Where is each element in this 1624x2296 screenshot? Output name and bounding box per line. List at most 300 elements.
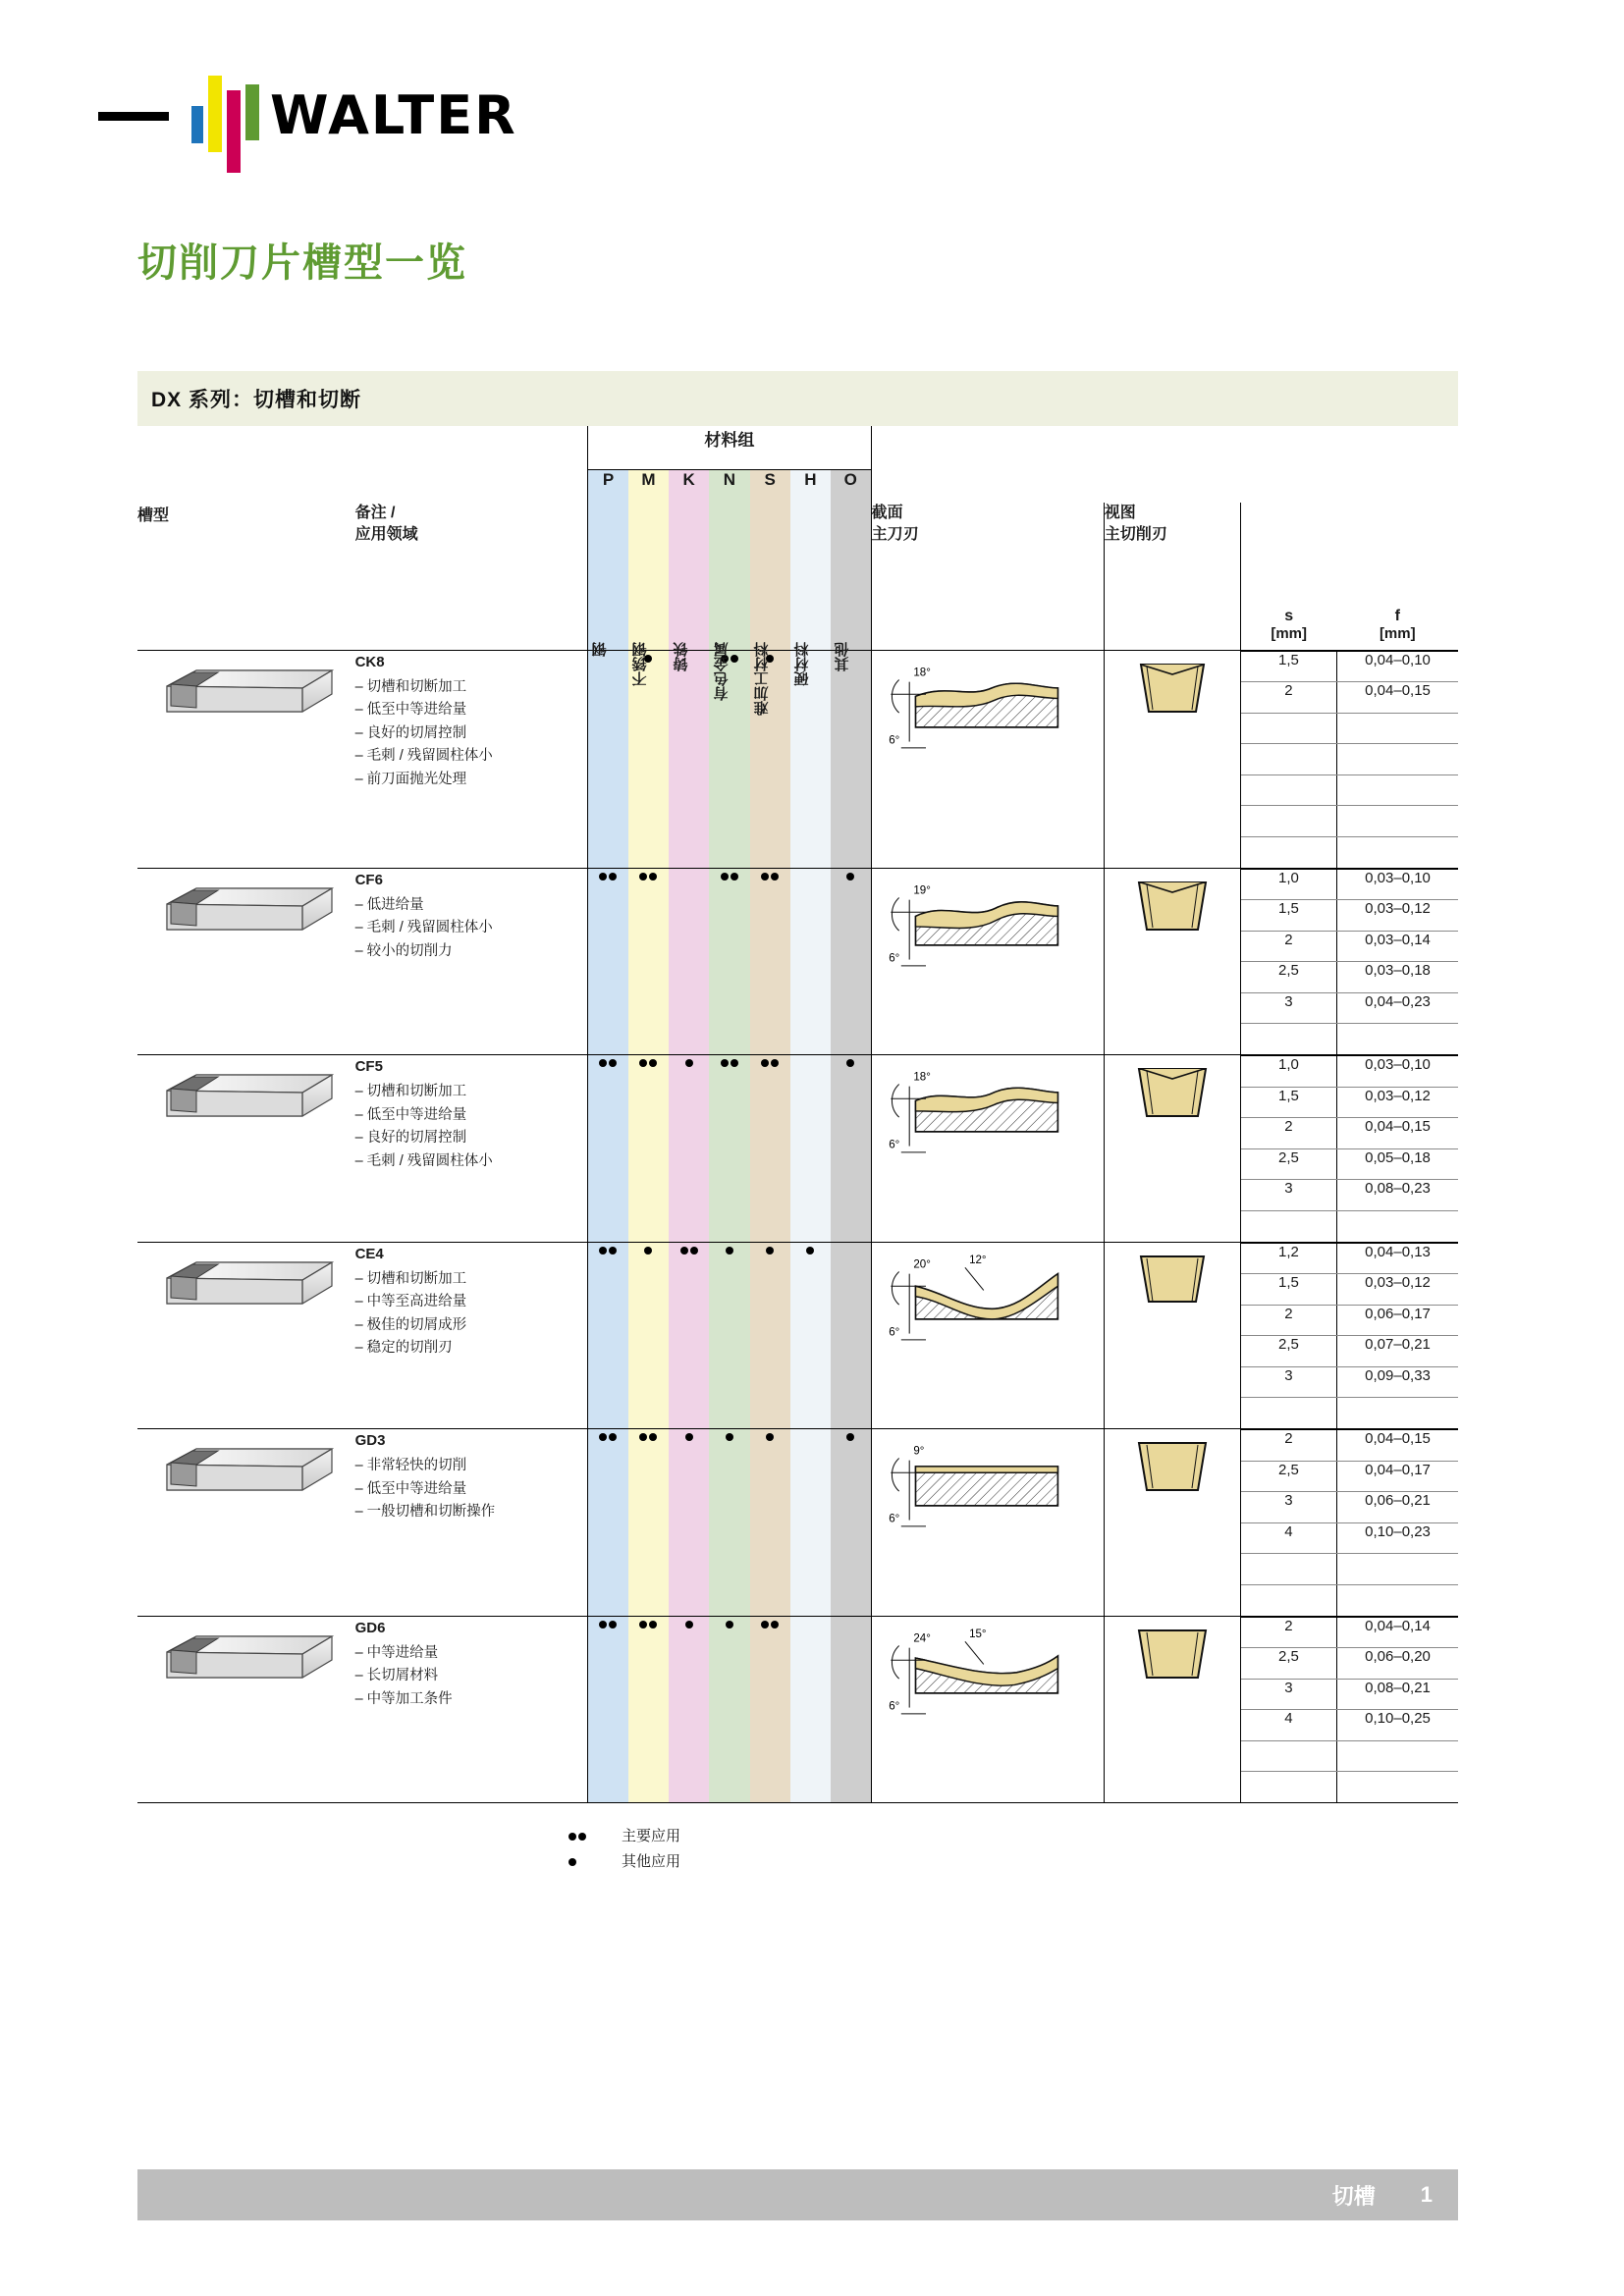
insert-image-cell [137, 1429, 355, 1617]
view-header-col [1104, 503, 1240, 650]
matcol-label-P [588, 503, 628, 657]
application-dot [771, 1059, 779, 1067]
sf-row [1241, 682, 1458, 714]
f-value [1337, 806, 1458, 837]
cross-section-cell [871, 650, 1104, 868]
application-dot [771, 873, 779, 881]
sf-row [1241, 1679, 1458, 1710]
f-value [1337, 1398, 1458, 1429]
material-dot-cell-S [750, 1616, 790, 1803]
legend-item [568, 1849, 680, 1875]
front-view-cell [1104, 1616, 1240, 1803]
groove-code: GD6 [354, 1619, 386, 1636]
angle-clearance-label: 6° [888, 1700, 899, 1713]
list-item: – 极佳的切屑成形 [355, 1314, 588, 1337]
f-value [1337, 1584, 1458, 1616]
f-value: 0,03–0,10 [1337, 869, 1458, 900]
sf-values-cell [1240, 868, 1458, 1055]
s-value: 3 [1241, 992, 1337, 1024]
s-value: 1,0 [1241, 869, 1337, 900]
matcol-label-O [831, 503, 871, 671]
material-dot-cell-O [831, 1055, 871, 1243]
application-dot [766, 1247, 774, 1255]
angle-rake-label: 18° [913, 666, 931, 678]
sf-row [1241, 1180, 1458, 1211]
application-dot [599, 1621, 607, 1629]
sf-table [1241, 1055, 1458, 1242]
sf-row [1241, 1740, 1458, 1772]
list-item: – 中等至高进给量 [355, 1291, 588, 1313]
groove-code: GD3 [354, 1432, 386, 1449]
application-dot [609, 1621, 617, 1629]
sf-row [1241, 1398, 1458, 1429]
f-value: 0,03–0,12 [1337, 1087, 1458, 1118]
application-dot [721, 873, 729, 881]
notes-cell [355, 1616, 588, 1803]
material-dot-cell-H [790, 1242, 831, 1429]
material-dot-cell-N [709, 868, 749, 1055]
matcol-letter-P: P [588, 469, 628, 503]
list-item: – 切槽和切断加工 [355, 1268, 588, 1291]
sf-values-cell [1240, 1616, 1458, 1803]
sf-row [1241, 1554, 1458, 1585]
f-value: 0,06–0,21 [1337, 1492, 1458, 1523]
front-view-diagram [1123, 1429, 1221, 1506]
f-unit: [mm] [1379, 624, 1416, 642]
material-dot-cell-N [709, 1242, 749, 1429]
application-dot [685, 1059, 693, 1067]
material-dot-cell-M [628, 1242, 669, 1429]
insert-image-cell [137, 1055, 355, 1243]
f-value [1337, 774, 1458, 806]
groove-code: CF6 [354, 871, 383, 888]
sf-row [1241, 836, 1458, 868]
cross-section-diagram [885, 1055, 1091, 1173]
cross-section-cell [871, 1616, 1104, 1803]
section-col-line2: 主刀刃 [871, 525, 919, 543]
list-item: – 低至中等进给量 [355, 699, 588, 721]
sf-row [1241, 900, 1458, 932]
cross-section-diagram [885, 651, 1091, 769]
application-dot [685, 1433, 693, 1441]
material-dot-cell-N [709, 1055, 749, 1243]
groove-code: CK8 [354, 653, 385, 670]
s-value [1241, 1398, 1337, 1429]
application-dot [568, 1858, 576, 1866]
f-value: 0,04–0,10 [1337, 651, 1458, 682]
table-header-letters-row [137, 469, 1458, 503]
sf-row [1241, 1430, 1458, 1462]
f-value: 0,08–0,21 [1337, 1679, 1458, 1710]
application-dot [609, 1433, 617, 1441]
cross-section-cell [871, 1242, 1104, 1429]
material-dot-cell-P [588, 1616, 628, 1803]
material-dot-cell-N [709, 1616, 749, 1803]
application-dot [690, 1247, 698, 1255]
sf-row [1241, 806, 1458, 837]
front-view-diagram [1123, 869, 1221, 945]
sf-row [1241, 1710, 1458, 1741]
notes-list [355, 1268, 588, 1361]
material-dot-cell-S [750, 1242, 790, 1429]
sf-row [1241, 1336, 1458, 1367]
sf-table [1241, 651, 1458, 868]
list-item: – 切槽和切断加工 [355, 676, 588, 699]
s-value: 2 [1241, 1118, 1337, 1149]
sf-row [1241, 1522, 1458, 1554]
s-value: 1,5 [1241, 651, 1337, 682]
material-dot-cell-O [831, 650, 871, 868]
s-value: 2 [1241, 931, 1337, 962]
application-dot [599, 1433, 607, 1441]
f-value: 0,04–0,13 [1337, 1243, 1458, 1274]
application-dot [771, 1621, 779, 1629]
s-value [1241, 713, 1337, 744]
application-dot [680, 1247, 688, 1255]
cross-section-cell [871, 868, 1104, 1055]
matcol-label-H-text: 硬材料 [793, 641, 811, 686]
matcol-letter-H: H [790, 469, 831, 503]
sf-row [1241, 1118, 1458, 1149]
list-item: – 毛刺 / 残留圆柱体小 [355, 917, 588, 939]
s-value: 1,5 [1241, 900, 1337, 932]
cross-section-cell [871, 1055, 1104, 1243]
sf-row [1241, 1274, 1458, 1306]
f-value: 0,07–0,21 [1337, 1336, 1458, 1367]
logo-bar-green [245, 84, 259, 140]
notes-header-line1: 备注 / [354, 505, 396, 521]
material-group-header: 材料组 [588, 426, 872, 469]
matcol-label-M-text: 不锈钢 [631, 641, 649, 686]
material-dot-cell-S [750, 1429, 790, 1617]
s-value: 3 [1241, 1180, 1337, 1211]
application-dot [649, 1433, 657, 1441]
application-dot [761, 1059, 769, 1067]
s-value: 1,5 [1241, 1274, 1337, 1306]
material-dot-cell-K [669, 650, 709, 868]
material-dot-cell-K [669, 1242, 709, 1429]
f-value [1337, 1740, 1458, 1772]
s-value: 2,5 [1241, 1148, 1337, 1180]
notes-header-line2: 应用领域 [354, 525, 418, 543]
material-dot-cell-H [790, 868, 831, 1055]
s-value [1241, 1584, 1337, 1616]
material-dot-cell-S [750, 1055, 790, 1243]
section-col-line1: 截面 [871, 505, 903, 521]
walter-logo [98, 61, 517, 149]
s-value [1241, 1024, 1337, 1055]
f-value: 0,04–0,15 [1337, 682, 1458, 714]
application-dot [846, 1059, 854, 1067]
application-dot [806, 1247, 814, 1255]
notes-list [355, 1642, 588, 1711]
application-dot [609, 1059, 617, 1067]
notes-list [355, 1455, 588, 1523]
matcol-letter-N: N [709, 469, 749, 503]
footer-section-label: 切槽 [1331, 2183, 1376, 2209]
s-value: 1,2 [1241, 1243, 1337, 1274]
notes-cell [355, 868, 588, 1055]
legend [568, 1824, 680, 1874]
material-dot-cell-M [628, 868, 669, 1055]
material-dot-cell-H [790, 1055, 831, 1243]
sf-row [1241, 1056, 1458, 1088]
f-value: 0,03–0,10 [1337, 1056, 1458, 1088]
s-value: 3 [1241, 1366, 1337, 1398]
sf-row [1241, 1617, 1458, 1648]
front-view-diagram [1123, 1055, 1221, 1132]
material-dot-cell-O [831, 868, 871, 1055]
table-header-materialgroup-row [137, 426, 1458, 469]
table-header-labels-row [137, 503, 1458, 650]
application-dot [649, 873, 657, 881]
table-row [137, 1616, 1458, 1803]
angle-clearance-label: 6° [888, 734, 899, 747]
front-view-cell [1104, 1055, 1240, 1243]
sf-table [1241, 1243, 1458, 1429]
application-dot [599, 1059, 607, 1067]
sf-row [1241, 1584, 1458, 1616]
section-header-col [871, 503, 1104, 650]
matcol-label-K-text: 铸铁 [673, 641, 690, 671]
table-row [137, 1055, 1458, 1243]
list-item: – 较小的切削力 [355, 940, 588, 963]
f-value: 0,09–0,33 [1337, 1366, 1458, 1398]
application-dot [644, 1247, 652, 1255]
section-header-label: DX 系列：切槽和切断 [151, 389, 362, 411]
list-item: – 非常轻快的切削 [355, 1455, 588, 1477]
logo-bar-blue [191, 106, 203, 143]
s-value: 2 [1241, 1430, 1337, 1462]
angle-rake-label: 18° [913, 1071, 931, 1084]
table-row [137, 1429, 1458, 1617]
angle-clearance-label: 6° [888, 952, 899, 965]
material-dot-cell-M [628, 1616, 669, 1803]
front-view-cell [1104, 650, 1240, 868]
legend-dots [568, 1824, 622, 1849]
material-dot-cell-K [669, 1429, 709, 1617]
notes-list [355, 1081, 588, 1173]
list-item: – 中等加工条件 [355, 1688, 588, 1711]
legend-label: 其他应用 [622, 1852, 681, 1870]
application-dot [578, 1833, 586, 1841]
application-dot [726, 1247, 733, 1255]
application-dot [766, 1433, 774, 1441]
logo-bar-yellow [208, 76, 222, 152]
sf-header-col [1240, 503, 1458, 650]
matcol-label-N [709, 503, 749, 701]
list-item: – 毛刺 / 残留圆柱体小 [355, 745, 588, 768]
list-item: – 低至中等进给量 [355, 1104, 588, 1127]
sf-row [1241, 992, 1458, 1024]
application-dot [731, 1059, 738, 1067]
view-col-line1: 视图 [1104, 505, 1136, 521]
f-value: 0,05–0,18 [1337, 1148, 1458, 1180]
s-value: 3 [1241, 1679, 1337, 1710]
application-dot [599, 1247, 607, 1255]
f-value: 0,04–0,15 [1337, 1118, 1458, 1149]
cross-section-diagram [885, 1617, 1091, 1735]
s-value [1241, 1772, 1337, 1803]
groove-type-header: 槽型 [137, 507, 170, 524]
angle-rake-label: 20° [913, 1257, 931, 1270]
material-dot-cell-K [669, 868, 709, 1055]
notes-cell [355, 650, 588, 868]
angle-clearance-label: 6° [888, 1139, 899, 1151]
logo-wordmark: WALTER [270, 84, 517, 146]
section-header-band [137, 371, 1458, 426]
f-value [1337, 1210, 1458, 1242]
groove-code: CF5 [354, 1058, 383, 1075]
material-dot-cell-H [790, 1429, 831, 1617]
insert-thumbnail [153, 1617, 340, 1710]
list-item: – 一般切槽和切断操作 [355, 1501, 588, 1523]
application-dot [685, 1621, 693, 1629]
application-dot [639, 873, 647, 881]
material-dot-cell-H [790, 1616, 831, 1803]
material-dot-cell-O [831, 1616, 871, 1803]
list-item: – 毛刺 / 残留圆柱体小 [355, 1150, 588, 1173]
s-value: 2,5 [1241, 1336, 1337, 1367]
matcol-label-S-text: 难加工材料 [753, 641, 771, 716]
f-value: 0,04–0,14 [1337, 1617, 1458, 1648]
application-dot [649, 1059, 657, 1067]
f-value: 0,10–0,23 [1337, 1522, 1458, 1554]
f-value [1337, 1554, 1458, 1585]
sf-row [1241, 744, 1458, 775]
s-value [1241, 1740, 1337, 1772]
table-row [137, 868, 1458, 1055]
groove-code: CE4 [354, 1245, 384, 1262]
notes-list [355, 894, 588, 963]
sf-table [1241, 1617, 1458, 1803]
s-value [1241, 744, 1337, 775]
sf-row [1241, 1305, 1458, 1336]
matcol-letter-K: K [669, 469, 709, 503]
f-value [1337, 836, 1458, 868]
material-dot-cell-P [588, 650, 628, 868]
angle-second-label: 15° [968, 1628, 987, 1640]
insert-thumbnail [153, 651, 340, 744]
matcol-label-M [628, 503, 669, 686]
notes-list [355, 676, 588, 791]
footer-page-number: 1 [1420, 2182, 1433, 2207]
matcol-label-P-text: 钢 [591, 641, 609, 657]
logo-dash [98, 112, 169, 121]
s-value [1241, 836, 1337, 868]
list-item: – 稳定的切削刃 [355, 1337, 588, 1360]
f-value [1337, 1772, 1458, 1803]
table-row [137, 1242, 1458, 1429]
s-value: 1,0 [1241, 1056, 1337, 1088]
matcol-label-S [750, 503, 790, 716]
s-value [1241, 806, 1337, 837]
front-view-diagram [1123, 651, 1221, 727]
sf-values-cell [1240, 1055, 1458, 1243]
sf-row [1241, 1024, 1458, 1055]
sf-row [1241, 869, 1458, 900]
sf-row [1241, 713, 1458, 744]
page-title: 切削刀片槽型一览 [137, 241, 467, 285]
f-value: 0,03–0,12 [1337, 900, 1458, 932]
cross-section-diagram [885, 869, 1091, 987]
legend-dots [568, 1849, 622, 1875]
footer-bar [137, 2169, 1458, 2220]
f-value: 0,10–0,25 [1337, 1710, 1458, 1741]
s-value: 2,5 [1241, 1648, 1337, 1680]
list-item: – 良好的切屑控制 [355, 722, 588, 745]
application-dot [846, 873, 854, 881]
insert-image-cell [137, 650, 355, 868]
matcol-letter-S: S [750, 469, 790, 503]
s-value: 2,5 [1241, 1461, 1337, 1492]
application-dot [726, 1621, 733, 1629]
s-value [1241, 1210, 1337, 1242]
sf-row [1241, 931, 1458, 962]
f-value: 0,04–0,23 [1337, 992, 1458, 1024]
front-view-cell [1104, 868, 1240, 1055]
notes-cell [355, 1242, 588, 1429]
s-symbol: s [1284, 607, 1294, 624]
list-item: – 长切屑材料 [355, 1665, 588, 1687]
material-dot-cell-S [750, 868, 790, 1055]
application-dot [599, 873, 607, 881]
sf-row [1241, 1366, 1458, 1398]
matcol-letter-O: O [831, 469, 871, 503]
angle-rake-label: 24° [913, 1631, 931, 1644]
view-col-line2: 主切削刃 [1104, 525, 1167, 543]
angle-rake-label: 19° [913, 883, 931, 896]
application-dot [609, 1247, 617, 1255]
material-dot-cell-M [628, 1055, 669, 1243]
insert-image-cell [137, 1616, 355, 1803]
sf-row [1241, 651, 1458, 682]
f-value: 0,04–0,15 [1337, 1430, 1458, 1462]
angle-clearance-label: 6° [888, 1326, 899, 1339]
application-dot [761, 873, 769, 881]
f-value: 0,04–0,17 [1337, 1461, 1458, 1492]
f-value [1337, 1024, 1458, 1055]
insert-thumbnail [153, 869, 340, 962]
front-view-diagram [1123, 1243, 1221, 1319]
s-unit: [mm] [1271, 624, 1308, 642]
sf-row [1241, 774, 1458, 806]
logo-bar-red [227, 90, 241, 173]
application-dot [649, 1621, 657, 1629]
application-dot [721, 1059, 729, 1067]
angle-rake-label: 9° [913, 1445, 925, 1458]
material-dot-cell-O [831, 1429, 871, 1617]
application-dot [731, 873, 738, 881]
list-item: – 低至中等进给量 [355, 1478, 588, 1501]
f-value: 0,08–0,23 [1337, 1180, 1458, 1211]
f-symbol: f [1394, 607, 1400, 624]
s-value: 4 [1241, 1710, 1337, 1741]
f-value: 0,03–0,18 [1337, 962, 1458, 993]
insert-thumbnail [153, 1243, 340, 1336]
notes-cell [355, 1429, 588, 1617]
application-dot [639, 1433, 647, 1441]
sf-row [1241, 1210, 1458, 1242]
sf-table [1241, 1429, 1458, 1616]
table-body [137, 650, 1458, 1803]
application-dot [726, 1433, 733, 1441]
front-view-diagram [1123, 1617, 1221, 1693]
application-dot [761, 1621, 769, 1629]
s-value: 1,5 [1241, 1087, 1337, 1118]
angle-second-label: 12° [968, 1254, 987, 1266]
insert-image-cell [137, 1242, 355, 1429]
